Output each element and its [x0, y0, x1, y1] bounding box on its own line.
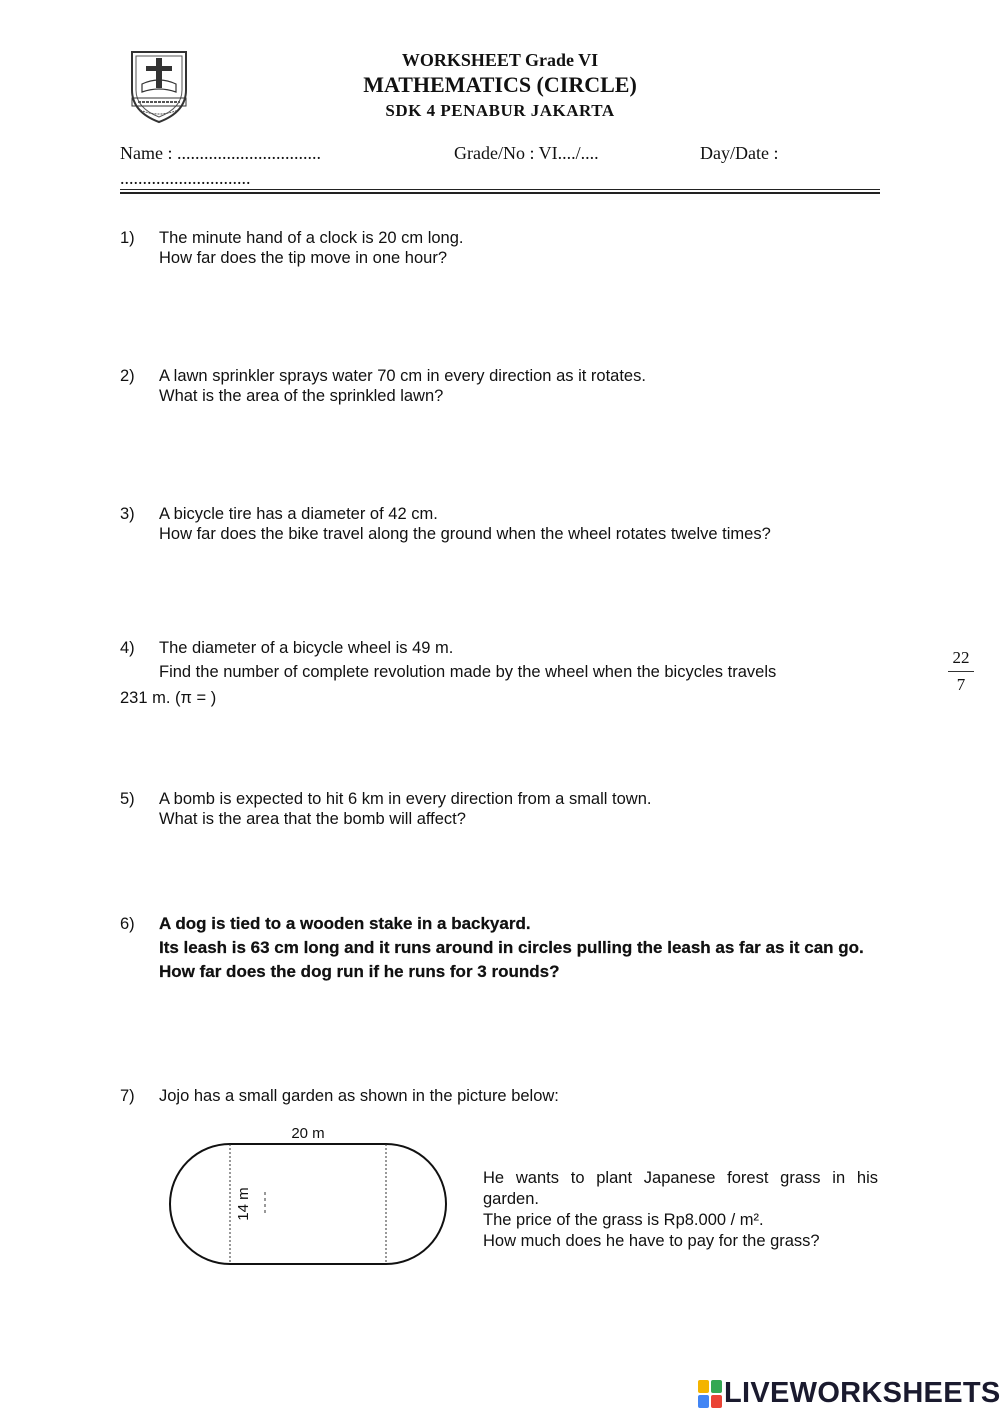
width-label: 14 m [235, 1187, 252, 1221]
fraction-bar [948, 671, 974, 672]
length-label: 20 m [291, 1125, 325, 1142]
question-text-line: A bomb is expected to hit 6 km in every direction from a small town. [159, 790, 652, 808]
question-7-text: He wants to plant Japanese forest grass in his garden. [483, 1169, 878, 1208]
question-number: 1) [120, 229, 135, 247]
question-text-line: How far does the tip move in one hour? [159, 249, 448, 267]
date-field-label[interactable]: Day/Date : [700, 143, 779, 163]
question-number: 5) [120, 790, 135, 808]
question-1 [120, 228, 900, 270]
question-2 [120, 366, 900, 408]
question-number: 6) [120, 915, 135, 933]
question-text-line: How far does the bike travel along the ground when the wheel rotates twelve times? [159, 525, 771, 543]
question-text-line: A dog is tied to a wooden stake in a backyard. [159, 914, 531, 933]
header-divider-thick [120, 192, 880, 194]
question-7-details [483, 1168, 878, 1252]
question-5 [120, 789, 900, 831]
garden-figure [160, 1120, 460, 1270]
name-field[interactable]: Name : ................................ [120, 143, 321, 163]
question-7-text: How much does he have to pay for the grass? [483, 1232, 820, 1250]
garden-outline [170, 1144, 446, 1264]
question-text-line: The diameter of a bicycle wheel is 49 m. [159, 639, 454, 657]
question-7-text: The price of the grass is Rp8.000 / m². [483, 1211, 764, 1229]
school-name: SDK 4 PENABUR JAKARTA [385, 101, 615, 120]
question-text-line: Its leash is 63 cm long and it runs around in circles pulling the leash as far as it can go. [159, 938, 864, 957]
liveworksheets-watermark: LIVEWORKSHEETS [724, 1377, 1000, 1409]
question-text-line: The minute hand of a clock is 20 cm long. [159, 229, 464, 247]
liveworksheets-logo-icon [698, 1380, 722, 1408]
question-3 [120, 504, 900, 546]
question-text-line: A bicycle tire has a diameter of 42 cm. [159, 505, 438, 523]
question-text-line: Jojo has a small garden as shown in the picture below: [159, 1087, 559, 1105]
fraction-numerator: 22 [952, 648, 970, 667]
subject-title: MATHEMATICS (CIRCLE) [363, 72, 637, 97]
pi-fraction [946, 648, 976, 695]
question-text-line: How far does the dog run if he runs for 3 rounds? [159, 962, 560, 981]
date-field-dots[interactable]: ............................. [120, 168, 251, 188]
question-number: 3) [120, 505, 135, 523]
question-text-line: What is the area of the sprinkled lawn? [159, 387, 444, 405]
fraction-denominator: 7 [956, 675, 966, 694]
question-text-continuation: 231 m. (π = ) [120, 689, 217, 707]
question-number: 4) [120, 639, 135, 657]
question-4 [120, 638, 900, 712]
grade-field[interactable]: Grade/No : VI..../.... [454, 143, 599, 163]
question-6 [120, 912, 900, 986]
header-divider-thin [120, 189, 880, 190]
question-text-line: Find the number of complete revolution made by the wheel when the bicycles travels [159, 663, 777, 681]
question-number: 2) [120, 367, 135, 385]
question-number: 7) [120, 1087, 135, 1105]
question-text-line: What is the area that the bomb will affect? [159, 810, 466, 828]
worksheet-title: WORKSHEET Grade VI [401, 50, 599, 70]
question-text-line: A lawn sprinkler sprays water 70 cm in every direction as it rotates. [159, 367, 646, 385]
question-7 [120, 1086, 900, 1108]
